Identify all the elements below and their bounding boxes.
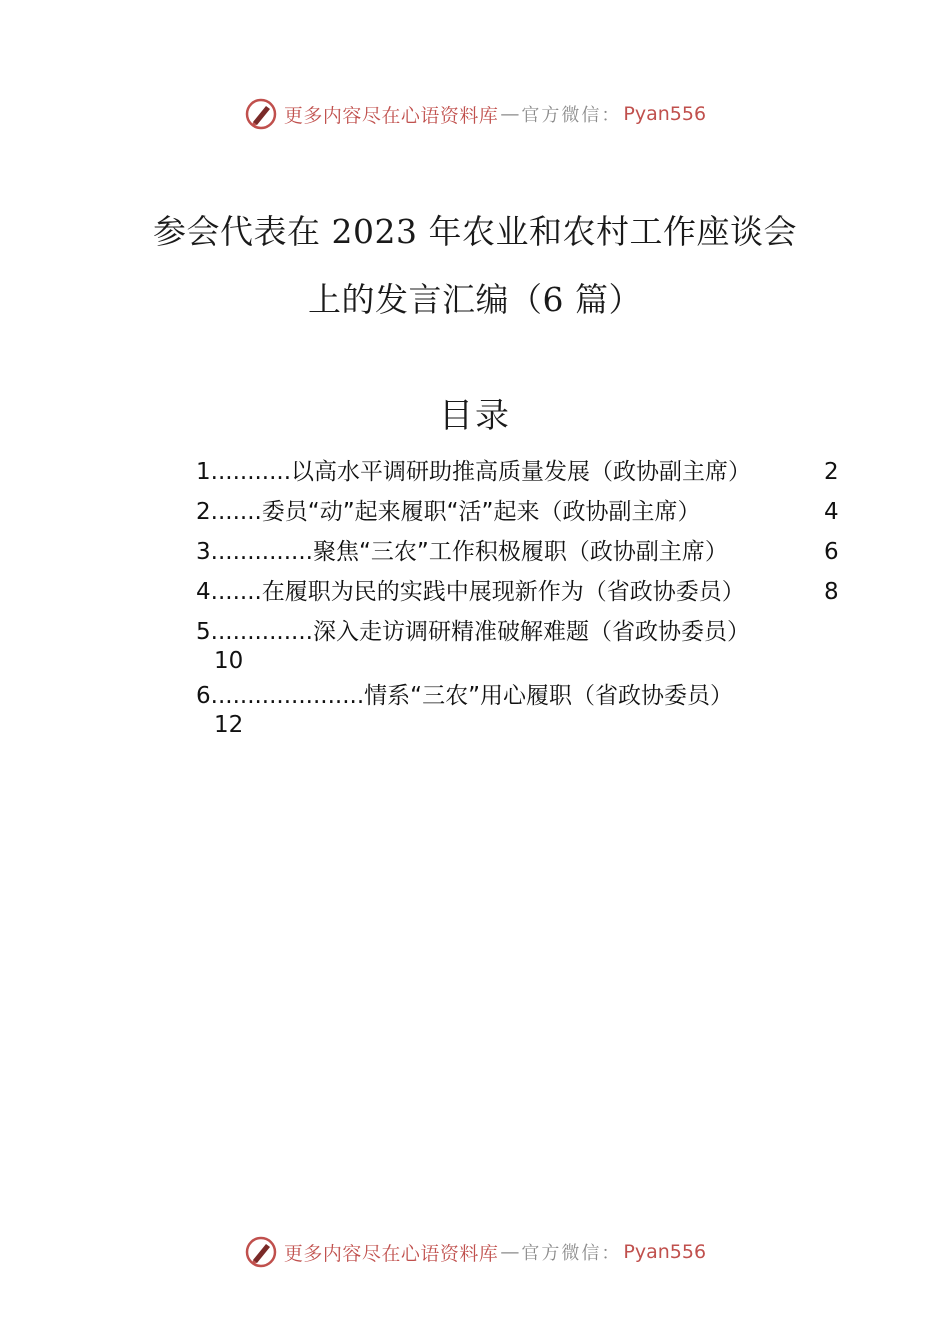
toc-entry-text: 6.....................情系“三农”用心履职（省政协委员） <box>196 683 733 709</box>
toc-entry-text: 1...........以高水平调研助推高质量发展（政协副主席） <box>196 459 752 485</box>
top-banner <box>0 94 950 134</box>
toc-entry[interactable] <box>196 452 856 492</box>
banner-text: 更多内容尽在心语资料库 <box>283 104 499 127</box>
table-of-contents <box>196 452 856 740</box>
bottom-banner <box>0 1232 950 1272</box>
pen-circle-logo-icon <box>244 97 278 131</box>
banner-separator: — <box>500 103 520 125</box>
banner-wechat-label: 官方微信： <box>521 1243 622 1264</box>
banner-wechat-id: Pyan556 <box>623 103 707 125</box>
toc-entry-text: 5..............深入走访调研精准破解难题（省政协委员） <box>196 619 750 645</box>
toc-entry-page: 12 <box>214 712 244 738</box>
toc-entry-text: 2.......委员“动”起来履职“活”起来（政协副主席） <box>196 499 701 525</box>
toc-entry[interactable] <box>196 492 856 532</box>
banner-wechat-label: 官方微信： <box>521 105 622 126</box>
toc-entry-page: 8 <box>824 579 839 605</box>
toc-entry-page: 4 <box>824 499 839 525</box>
toc-entry-text: 4.......在履职为民的实践中展现新作为（省政协委员） <box>196 579 745 605</box>
banner-text: 更多内容尽在心语资料库 <box>283 1242 499 1265</box>
banner-wechat-id: Pyan556 <box>623 1241 707 1263</box>
banner-separator: — <box>500 1241 520 1263</box>
toc-entry[interactable] <box>196 572 856 612</box>
toc-heading: 目录 <box>439 396 511 436</box>
document-title-line-1: 参会代表在 2023 年农业和农村工作座谈会 <box>153 212 797 251</box>
toc-entry[interactable] <box>196 612 856 676</box>
pen-circle-logo-icon <box>244 1235 278 1269</box>
toc-entry[interactable] <box>196 532 856 572</box>
document-title-line-2: 上的发言汇编（6 篇） <box>308 280 642 319</box>
toc-entry[interactable] <box>196 676 856 740</box>
toc-entry-page: 10 <box>214 648 244 674</box>
toc-entry-page: 6 <box>824 539 839 565</box>
toc-entry-page: 2 <box>824 459 839 485</box>
toc-entry-text: 3..............聚焦“三农”工作积极履职（政协副主席） <box>196 539 728 565</box>
